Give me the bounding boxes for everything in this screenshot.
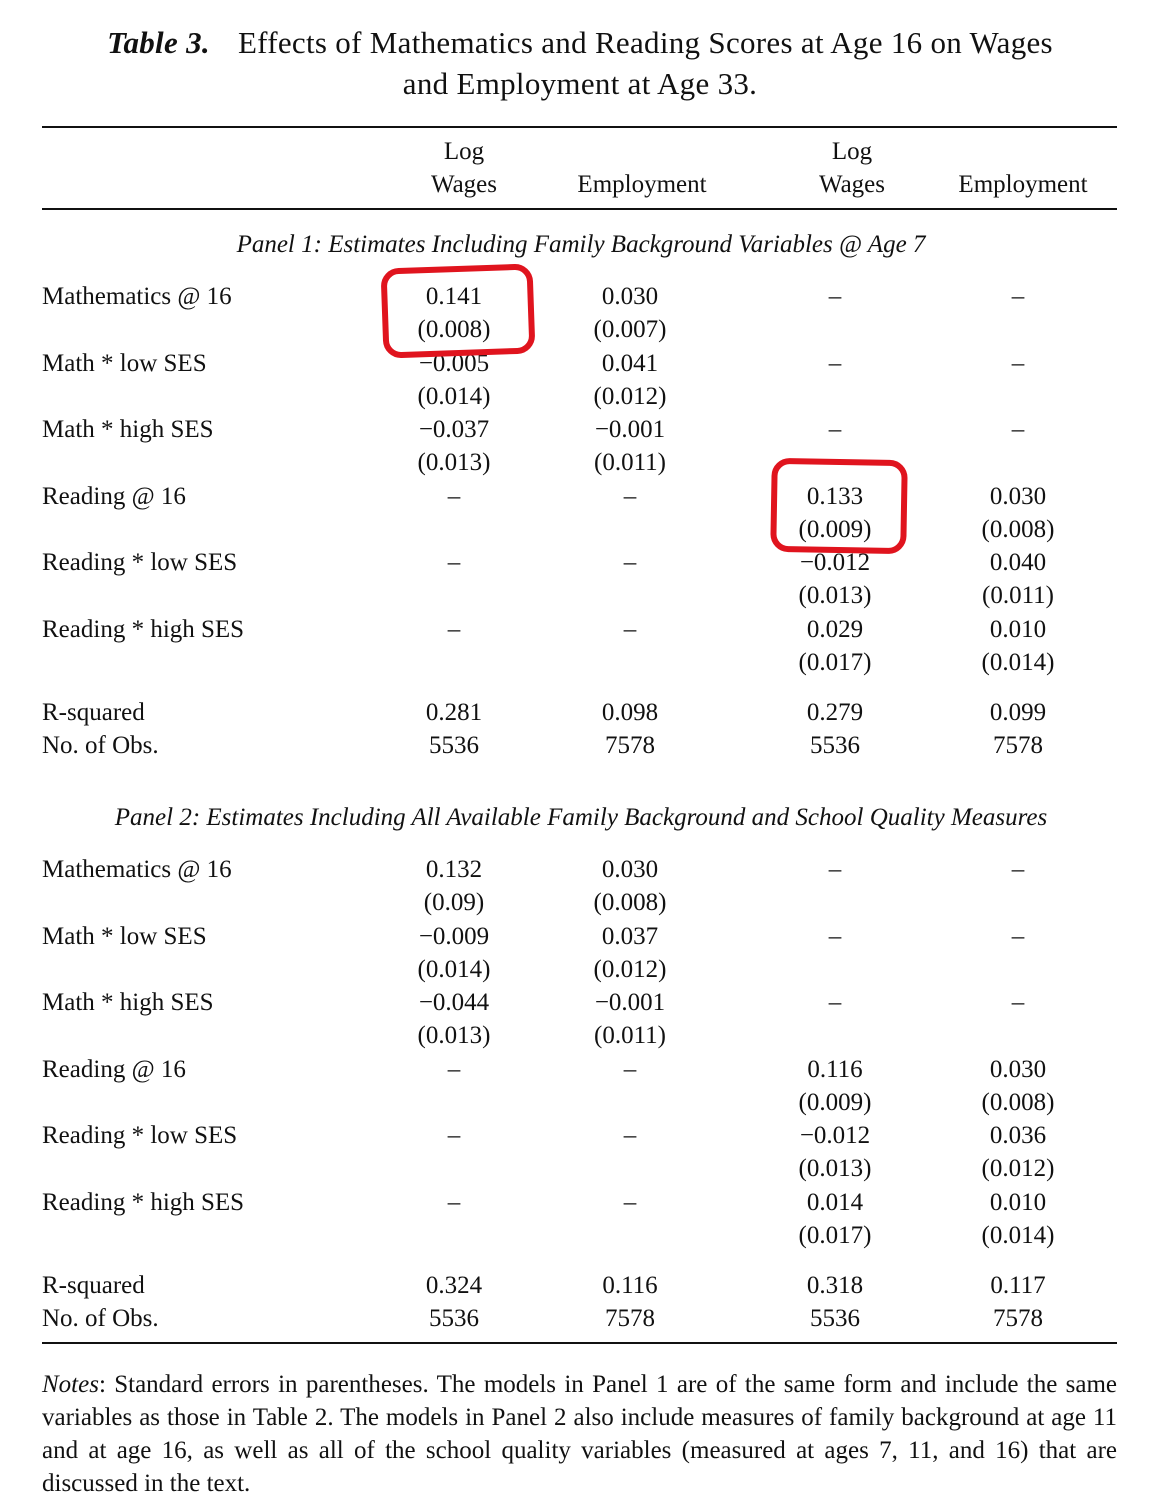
se-cell: (0.009)	[798, 515, 872, 543]
coef-cell: −0.005	[418, 349, 490, 377]
highlight-circle-math-coef	[380, 263, 535, 358]
coef-cell: –	[828, 349, 842, 377]
coef-cell: −0.012	[799, 549, 871, 576]
se-cell: (0.012)	[981, 1155, 1055, 1182]
r-squared-cell: 0.116	[602, 1272, 658, 1299]
coef-cell: –	[1011, 349, 1025, 377]
row-label: Reading * high SES	[42, 615, 245, 643]
coef-cell: 0.041	[601, 349, 659, 377]
row-label: Reading @ 16	[42, 1055, 186, 1083]
col-header-2-line2: Employment	[577, 171, 707, 198]
coef-cell: –	[623, 1055, 637, 1083]
coef-cell: 0.030	[601, 856, 659, 883]
coef-cell: –	[447, 615, 461, 643]
coef-cell: –	[623, 1122, 637, 1149]
coef-cell: –	[1011, 283, 1025, 310]
r-squared-cell: 0.099	[989, 699, 1047, 726]
coef-cell: 0.030	[989, 1055, 1047, 1083]
panel-1-title: Panel 1: Estimates Including Family Background Variables @ Age 7	[236, 231, 926, 258]
obs-cell: 7578	[605, 732, 655, 759]
row-label: Reading * high SES	[42, 1188, 245, 1216]
obs-cell: 5536	[810, 732, 860, 759]
r-squared-cell: 0.318	[806, 1272, 864, 1299]
table-notes	[42, 1368, 1117, 1500]
row-label: Mathematics @ 16	[42, 283, 232, 310]
coef-cell: –	[447, 549, 461, 576]
coef-cell: 0.014	[806, 1188, 864, 1216]
se-cell: (0.013)	[417, 449, 491, 476]
se-cell: (0.012)	[593, 382, 667, 410]
coef-cell: −0.044	[418, 989, 490, 1016]
coef-cell: –	[828, 922, 842, 950]
r-squared-cell: 0.324	[425, 1272, 483, 1299]
obs-cell: 7578	[605, 1305, 655, 1332]
coef-cell: –	[447, 482, 461, 510]
coef-cell: 0.132	[425, 856, 483, 883]
se-cell: (0.017)	[798, 648, 872, 676]
highlight-circle-reading-coef	[770, 458, 908, 554]
coef-cell: −0.001	[594, 989, 666, 1016]
col-header-3-line2: Wages	[818, 171, 885, 198]
se-cell: (0.011)	[594, 1022, 666, 1049]
coef-cell: –	[828, 416, 842, 443]
coef-cell: −0.009	[418, 922, 490, 950]
row-label: Math * low SES	[42, 922, 207, 950]
coef-cell: –	[828, 856, 842, 883]
col-header-1-line1: Log	[443, 138, 485, 165]
header-rule	[42, 208, 1117, 210]
r-squared-cell: 0.117	[990, 1272, 1046, 1299]
coef-cell: 0.036	[989, 1122, 1047, 1149]
coef-cell: –	[1011, 922, 1025, 950]
coef-cell: 0.010	[989, 1188, 1047, 1216]
coef-cell: −0.012	[799, 1122, 871, 1149]
se-cell: (0.017)	[798, 1221, 872, 1249]
row-label: Reading * low SES	[42, 1122, 238, 1149]
obs-cell: 5536	[429, 732, 479, 759]
se-cell: (0.09)	[423, 889, 485, 916]
coef-cell: –	[828, 989, 842, 1016]
r-squared-label: R-squared	[42, 699, 145, 726]
coef-cell: –	[623, 615, 637, 643]
row-label: Math * high SES	[42, 989, 214, 1016]
r-squared-cell: 0.279	[806, 699, 864, 726]
se-cell: (0.007)	[593, 316, 667, 343]
se-cell: (0.013)	[417, 1022, 491, 1049]
col-header-3-line1: Log	[831, 138, 873, 165]
coef-cell: 0.029	[806, 615, 864, 643]
obs-cell: 5536	[810, 1305, 860, 1332]
coef-cell: –	[447, 1188, 461, 1216]
top-rule	[42, 126, 1117, 128]
coef-cell: −0.037	[418, 416, 490, 443]
r-squared-label: R-squared	[42, 1272, 145, 1299]
row-label: Reading * low SES	[42, 549, 238, 576]
coef-cell: 0.030	[989, 482, 1047, 510]
row-label: Math * high SES	[42, 416, 214, 443]
se-cell: (0.014)	[417, 382, 491, 410]
col-header-4-line2: Employment	[958, 171, 1088, 198]
coef-cell: –	[1011, 989, 1025, 1016]
obs-label: No. of Obs.	[42, 732, 159, 759]
obs-cell: 7578	[993, 732, 1043, 759]
row-label: Math * low SES	[42, 349, 207, 377]
coef-cell: 0.116	[807, 1055, 863, 1083]
table-label: Table 3.	[107, 25, 210, 60]
se-cell: (0.013)	[798, 582, 872, 609]
panel-2-title: Panel 2: Estimates Including All Available Family Background and School Quality Measures	[114, 804, 1048, 831]
r-squared-cell: 0.098	[601, 699, 659, 726]
coef-cell: 0.010	[989, 615, 1047, 643]
caption-line-1: Effects of Mathematics and Reading Scores at Age 16 on Wages	[237, 25, 1053, 60]
coef-cell: –	[447, 1122, 461, 1149]
coef-cell: 0.133	[806, 482, 864, 510]
se-cell: (0.008)	[417, 316, 491, 343]
coef-cell: 0.037	[601, 922, 659, 950]
obs-label: No. of Obs.	[42, 1305, 159, 1332]
se-cell: (0.014)	[981, 648, 1055, 676]
row-label: Mathematics @ 16	[42, 856, 232, 883]
notes-text: : Standard errors in parentheses. The models in Panel 1 are of the same form and include the same variables as those in Table 2. The models in Panel 2 also include measures of family background at age 11 and at age 16, as well as all of the school quality variables (measured at ages 7, 11, and 16) that are discussed in the text.	[42, 1371, 1117, 1497]
coef-cell: –	[623, 549, 637, 576]
se-cell: (0.013)	[798, 1155, 872, 1182]
coef-cell: 0.030	[601, 283, 659, 310]
coef-cell: –	[828, 283, 842, 310]
se-cell: (0.011)	[594, 449, 666, 476]
coef-cell: –	[623, 1188, 637, 1216]
se-cell: (0.008)	[981, 1088, 1055, 1116]
row-label: Reading @ 16	[42, 482, 186, 510]
se-cell: (0.014)	[417, 955, 491, 983]
caption-line-2: and Employment at Age 33.	[402, 66, 758, 101]
coef-cell: –	[1011, 856, 1025, 883]
coef-cell: –	[1011, 416, 1025, 443]
coef-cell: 0.040	[989, 549, 1047, 576]
se-cell: (0.008)	[981, 515, 1055, 543]
obs-cell: 7578	[993, 1305, 1043, 1332]
se-cell: (0.009)	[798, 1088, 872, 1116]
se-cell: (0.012)	[593, 955, 667, 983]
notes-label: Notes	[42, 1371, 99, 1398]
bottom-rule	[42, 1342, 1117, 1344]
se-cell: (0.011)	[982, 582, 1054, 609]
se-cell: (0.014)	[981, 1221, 1055, 1249]
coef-cell: –	[623, 482, 637, 510]
col-header-1-line2: Wages	[430, 171, 497, 198]
r-squared-cell: 0.281	[425, 699, 483, 726]
table-caption	[40, 22, 1120, 104]
coef-cell: 0.141	[425, 283, 483, 310]
obs-cell: 5536	[429, 1305, 479, 1332]
se-cell: (0.008)	[593, 889, 667, 916]
coef-cell: −0.001	[594, 416, 666, 443]
coef-cell: –	[447, 1055, 461, 1083]
